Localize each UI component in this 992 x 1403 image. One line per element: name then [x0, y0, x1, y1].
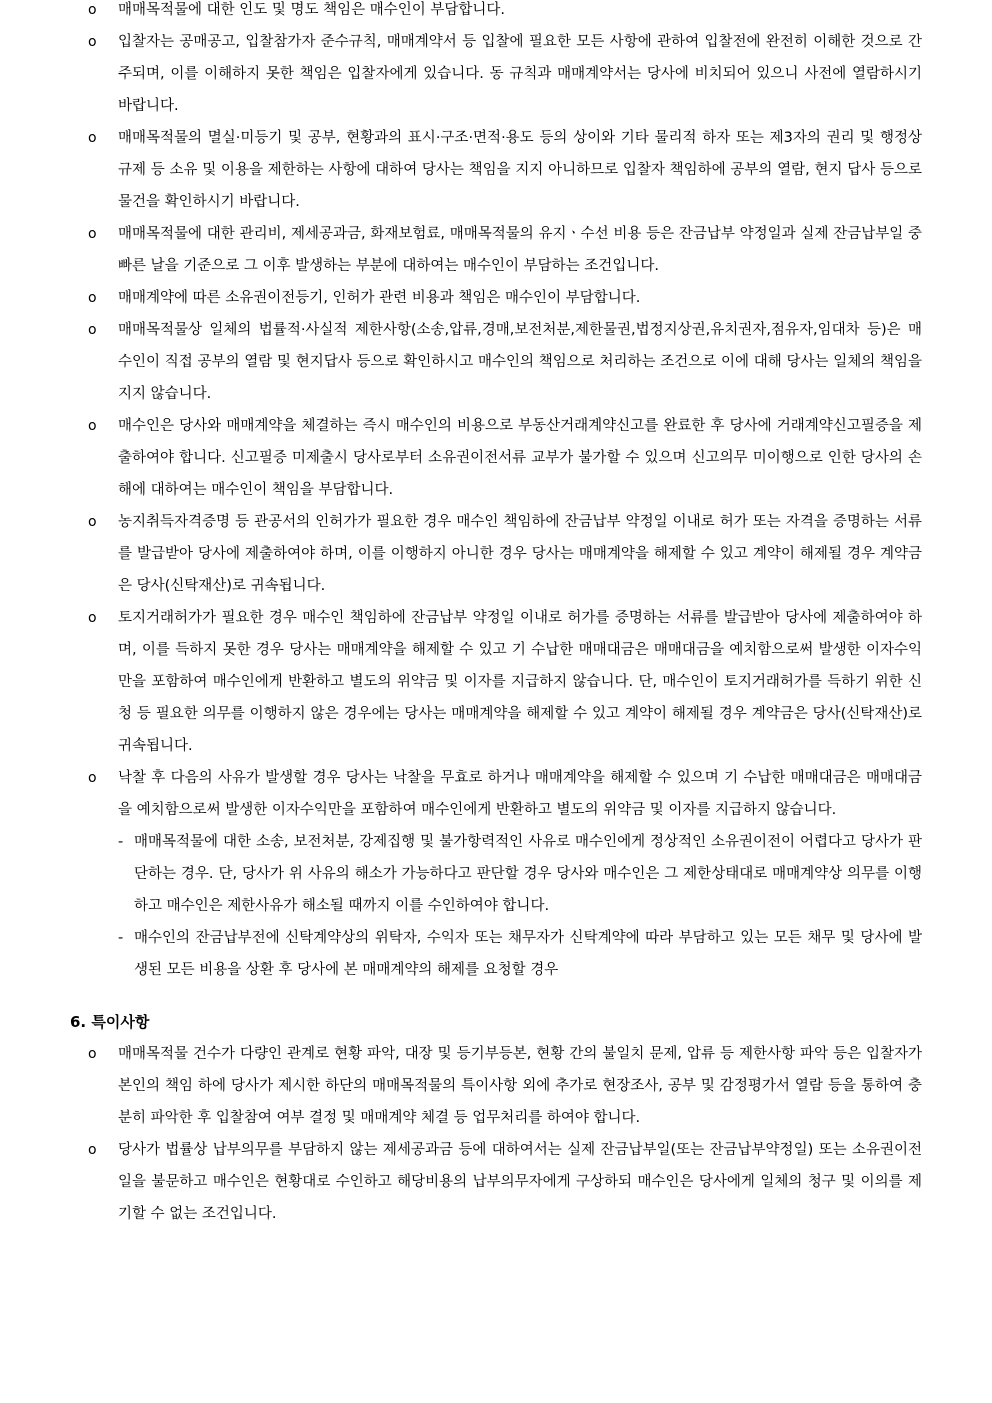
item-text: 농지취득자격증명 등 관공서의 인허가가 필요한 경우 매수인 책임하에 잔금납부 약정일 이내로 허가 또는 자격을 증명하는 서류를 발급받아 당사에 제출하여야 하며, 이를 이행하지 아니한 경우 당사는 매매계약을 해제할 수 있고 계약이 해제될 경우 계약금은 당사(신탁재산)로 귀속됩니다.: [118, 514, 922, 594]
bullet-icon: o: [88, 226, 97, 242]
list-item: [88, 0, 922, 26]
item-text: 매매목적물에 대한 관리비, 제세공과금, 화재보험료, 매매목적물의 유지ㆍ수선 비용 등은 잔금납부 약정일과 실제 잔금납부일 중 빠른 날을 기준으로 그 이후 발생하는 부분에 대하여는 매수인이 부담하는 조건입니다.: [118, 226, 922, 274]
section-heading: 6. 특이사항: [70, 1013, 150, 1031]
item-text: 매매목적물의 멸실·미등기 및 공부, 현황과의 표시·구조·면적·용도 등의 상이와 기타 물리적 하자 또는 제3자의 권리 및 행정상 규제 등 소유 및 이용을 제한하는 사항에 대하여 당사는 책임을 지지 아니하므로 입찰자 책임하에 공부의 열람, 현지 답사 등으로 물건을 확인하시기 바랍니다.: [118, 130, 922, 210]
item-text: 낙찰 후 다음의 사유가 발생할 경우 당사는 낙찰을 무효로 하거나 매매계약을 해제할 수 있으며 기 수납한 매매대금은 매매대금을 예치함으로써 발생한 이자수익만을 포함하여 매수인에게 반환하고 별도의 위약금 및 이자를 지급하지 않습니다.: [118, 770, 922, 818]
section5-list: [88, 0, 922, 986]
list-item: [88, 762, 922, 986]
item-text: 매수인은 당사와 매매계약을 체결하는 즉시 매수인의 비용으로 부동산거래계약신고를 완료한 후 당사에 거래계약신고필증을 제출하여야 합니다. 신고필증 미제출시 당사로부터 소유권이전서류 교부가 불가할 수 있으며 신고의무 미이행으로 인한 당사의 손해에 대하여는 매수인이 책임을 부담합니다.: [118, 418, 922, 498]
item-text: 매매목적물에 대한 인도 및 명도 책임은 매수인이 부담합니다.: [118, 2, 506, 18]
bullet-icon: o: [88, 1046, 97, 1062]
item-text: 매매계약에 따른 소유권이전등기, 인허가 관련 비용과 책임은 매수인이 부담합니다.: [118, 290, 641, 306]
list-item: [88, 410, 922, 506]
dash-icon: -: [118, 834, 124, 850]
list-item: [88, 26, 922, 122]
bullet-icon: o: [88, 418, 97, 434]
list-item: [88, 282, 922, 314]
list-item: [88, 314, 922, 410]
list-item: [88, 506, 922, 602]
bullet-icon: o: [88, 130, 97, 146]
sub-list-item: [88, 826, 922, 922]
item-text: 토지거래허가가 필요한 경우 매수인 책임하에 잔금납부 약정일 이내로 허가를 증명하는 서류를 발급받아 당사에 제출하여야 하며, 이를 득하지 못한 경우 당사는 매매계약을 해제할 수 있고 기 수납한 매매대금은 매매대금을 예치함으로써 발생한 이자수익만을 포함하여 매수인에게 반환하고 별도의 위약금 및 이자를 지급하지 않습니다. 단, 매수인이 토지거래허가를 득하기 위한 신청 등 필요한 의무를 이행하지 않은 경우에는 당사는 매매계약을 해제할 수 있고 계약이 해제될 경우 계약금은 당사(신탁재산)로 귀속됩니다.: [118, 610, 922, 754]
sub-list-item: [88, 922, 922, 986]
bullet-icon: o: [88, 34, 97, 50]
list-item: [88, 1134, 922, 1230]
dash-icon: -: [118, 930, 124, 946]
list-item: [88, 122, 922, 218]
list-item: [88, 1038, 922, 1134]
item-text: 입찰자는 공매공고, 입찰참가자 준수규칙, 매매계약서 등 입찰에 필요한 모든 사항에 관하여 입찰전에 완전히 이해한 것으로 간주되며, 이를 이해하지 못한 책임은 입찰자에게 있습니다. 동 규칙과 매매계약서는 당사에 비치되어 있으니 사전에 열람하시기 바랍니다.: [118, 34, 922, 114]
bullet-icon: o: [88, 2, 97, 18]
bullet-icon: o: [88, 290, 97, 306]
item-text: 매매목적물 건수가 다량인 관계로 현황 파악, 대장 및 등기부등본, 현황 간의 불일치 문제, 압류 등 제한사항 파악 등은 입찰자가 본인의 책임 하에 당사가 제시한 하단의 매매목적물의 특이사항 외에 추가로 현장조사, 공부 및 감정평가서 열람 등을 통하여 충분히 파악한 후 입찰참여 여부 결정 및 매매계약 체결 등 업무처리를 하여야 합니다.: [118, 1046, 922, 1126]
sub-item-text: 매매목적물에 대한 소송, 보전처분, 강제집행 및 불가항력적인 사유로 매수인에게 정상적인 소유권이전이 어렵다고 당사가 판단하는 경우. 단, 당사가 위 사유의 해소가 가능하다고 판단할 경우 당사와 매수인은 그 제한상태대로 매매계약상 의무를 이행하고 매수인은 제한사유가 해소될 때까지 이를 수인하여야 합니다.: [134, 834, 922, 914]
sub-item-text: 매수인의 잔금납부전에 신탁계약상의 위탁자, 수익자 또는 채무자가 신탁계약에 따라 부담하고 있는 모든 채무 및 당사에 발생된 모든 비용을 상환 후 당사에 본 매매계약의 해제를 요청할 경우: [134, 930, 922, 978]
list-item: [88, 218, 922, 282]
item-text: 당사가 법률상 납부의무를 부담하지 않는 제세공과금 등에 대하여서는 실제 잔금납부일(또는 잔금납부약정일) 또는 소유권이전일을 불문하고 매수인은 현황대로 수인하고 해당비용의 납부의무자에게 구상하되 매수인은 당사에게 일체의 청구 및 이의를 제기할 수 없는 조건입니다.: [118, 1142, 922, 1222]
list-item: [88, 602, 922, 762]
sub-list: [118, 826, 922, 986]
section6-list: [88, 1038, 922, 1230]
bullet-icon: o: [88, 610, 97, 626]
bullet-icon: o: [88, 770, 97, 786]
bullet-icon: o: [88, 322, 97, 338]
bullet-icon: o: [88, 514, 97, 530]
item-text: 매매목적물상 일체의 법률적·사실적 제한사항(소송,압류,경매,보전처분,제한물권,법정지상권,유치권자,점유자,임대차 등)은 매수인이 직접 공부의 열람 및 현지답사 등으로 확인하시고 매수인의 책임으로 처리하는 조건으로 이에 대해 당사는 일체의 책임을 지지 않습니다.: [118, 322, 922, 402]
bullet-icon: o: [88, 1142, 97, 1158]
